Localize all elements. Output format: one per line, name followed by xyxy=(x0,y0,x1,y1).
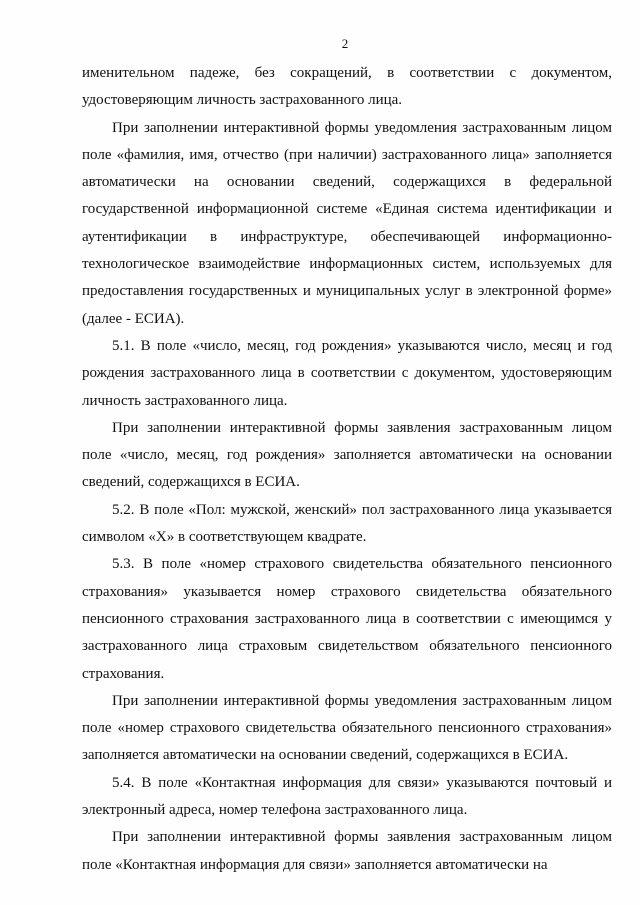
paragraph-birthdate-autofill: При заполнении интерактивной формы заявления застрахованным лицом поле «число, месяц, год рождения» заполняется автоматически на основании сведений, содержащихся в ЕСИА. xyxy=(82,419,612,491)
paragraph-continuation: именительном падеже, без сокращений, в соответствии с документом, удостоверяющим личность застрахованного лица. xyxy=(82,65,612,109)
document-body xyxy=(82,60,612,879)
paragraph-insurance-autofill: При заполнении интерактивной формы уведомления застрахованным лицом поле «номер страхового свидетельства обязательного пенсионного страхования» заполняется автоматически на основании сведений, содержащихся в ЕСИА. xyxy=(82,692,612,764)
page-number: 2 xyxy=(341,36,349,51)
paragraph-5-4-contact-info: 5.4. В поле «Контактная информация для связи» указываются почтовый и электронный адреса, номер телефона застрахованного лица. xyxy=(82,774,612,819)
paragraph-5-3-insurance-number: 5.3. В поле «номер страхового свидетельства обязательного пенсионного страхования» указывается номер страхового свидетельства обязательного пенсионного страхования застрахованного лица в соответствии с имеющимся у застрахованного лица страховым свидетельством обязательного пенсионного страхования. xyxy=(82,556,612,682)
paragraph-contact-autofill: При заполнении интерактивной формы заявления застрахованным лицом поле «Контактная информация для связи» заполняется автоматически на xyxy=(82,829,612,873)
paragraph-5-1-birthdate: 5.1. В поле «число, месяц, год рождения» указываются число, месяц и год рождения застрахованного лица в соответствии с документом, удостоверяющим личность застрахованного лица. xyxy=(82,337,612,409)
paragraph-fio-autofill: При заполнении интерактивной формы уведомления застрахованным лицом поле «фамилия, имя, отчество (при наличии) застрахованного лица» заполняется автоматически на основании сведений, содержащихся в федеральной государственной информационной системе «Единая система идентификации и аутентификации в инфраструктуре, обеспечивающей информационно-технологическое взаимодействие информационных систем, используемых для предоставления государственных и муниципальных услуг в электронной форме» (далее - ЕСИА). xyxy=(82,119,612,327)
paragraph-5-2-gender: 5.2. В поле «Пол: мужской, женский» пол застрахованного лица указывается символом «Х» в соответствующем квадрате. xyxy=(82,501,612,546)
